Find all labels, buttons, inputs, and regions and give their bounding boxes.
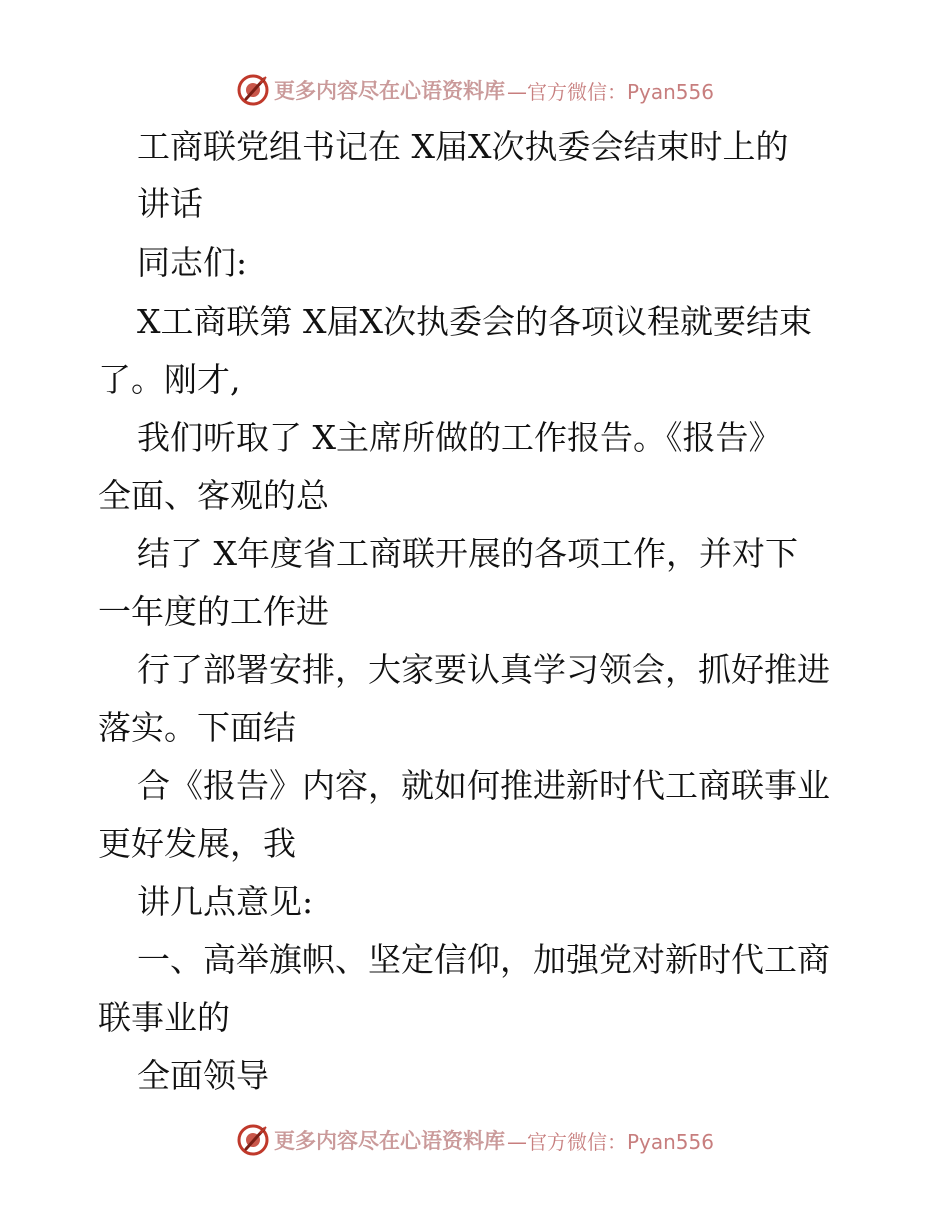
banner-main-text: 更多内容尽在心语资料库 (273, 1128, 505, 1153)
paragraph-line: 合《报告》内容，就如何推进新时代工商联事业 (137, 766, 830, 805)
brand-logo-icon (236, 1123, 270, 1157)
paragraph-line: 了。刚才, (98, 360, 241, 399)
section-heading-line: 联事业的 (98, 998, 230, 1037)
paragraph-line: 我们听取了 X主席所做的工作报告。《报告》 (137, 418, 782, 457)
title-line-2: 讲话 (137, 184, 203, 223)
paragraph-line: 行了部署安排，大家要认真学习领会，抓好推进 (137, 650, 830, 689)
salutation: 同志们: (137, 243, 248, 282)
paragraph-line: 结了 X年度省工商联开展的各项工作，并对下 (137, 534, 798, 573)
title-line-1: 工商联党组书记在 X届X次执委会结束时上的 (137, 127, 789, 166)
section-heading-line: 一、高举旗帜、坚定信仰，加强党对新时代工商 (137, 940, 830, 979)
banner-main-text: 更多内容尽在心语资料库 (273, 78, 505, 103)
banner-wechat-text: —官方微信：Pyan556 (506, 79, 714, 104)
footer-banner (0, 1120, 950, 1160)
paragraph-line: 更好发展，我 (98, 824, 296, 863)
paragraph-line: 落实。下面结 (98, 708, 296, 747)
paragraph-line: 全面、客观的总 (98, 476, 329, 515)
paragraph-line: 一年度的工作进 (98, 592, 329, 631)
paragraph-line: 讲几点意见: (137, 882, 314, 921)
paragraph-line: X工商联第 X届X次执委会的各项议程就要结束 (137, 302, 812, 341)
banner-wechat-text: —官方微信：Pyan556 (506, 1129, 714, 1154)
section-heading-line: 全面领导 (137, 1056, 269, 1095)
